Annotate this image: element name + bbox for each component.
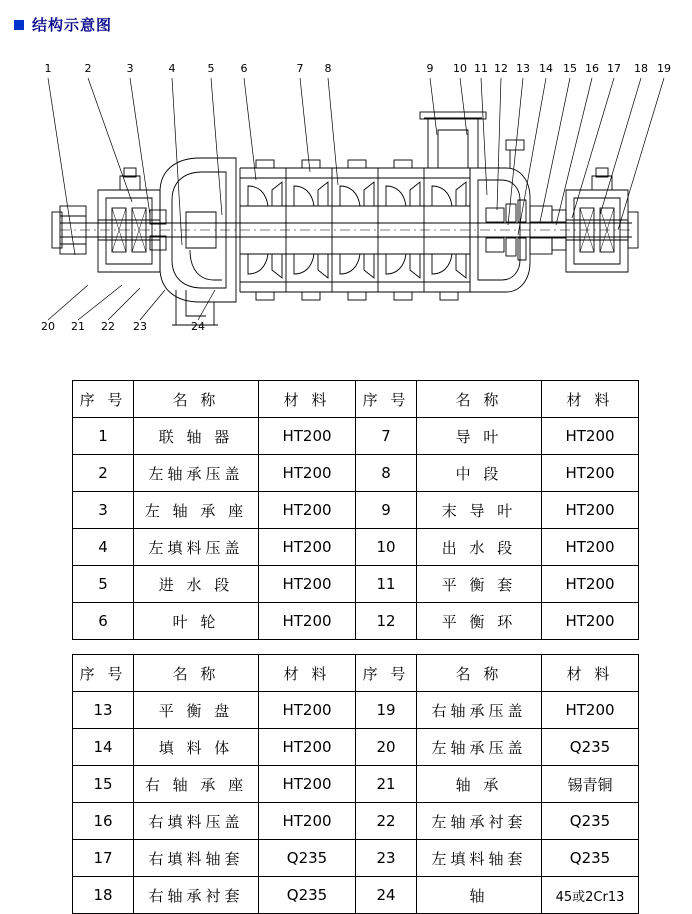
cell-seq: 15 [73, 766, 134, 803]
table-row [73, 766, 639, 803]
cell-seq: 23 [356, 840, 417, 877]
cell-seq: 1 [73, 418, 134, 455]
cell-name: 左轴承衬套 [417, 803, 542, 840]
cell-name: 右填料压盖 [134, 803, 259, 840]
cell-seq: 3 [73, 492, 134, 529]
cell-seq: 4 [73, 529, 134, 566]
cell-name: 叶 轮 [134, 603, 259, 640]
cell-seq: 2 [73, 455, 134, 492]
cell-seq: 6 [73, 603, 134, 640]
cell-mat: Q235 [542, 729, 639, 766]
table-spacer [72, 640, 620, 654]
callout-10: 10 [453, 62, 467, 75]
table-row [73, 603, 639, 640]
cell-name: 导 叶 [417, 418, 542, 455]
cell-seq: 24 [356, 877, 417, 914]
callout-4: 4 [168, 62, 176, 75]
callout-14: 14 [539, 62, 553, 75]
cell-mat: HT200 [542, 492, 639, 529]
header-name-2: 名 称 [417, 655, 542, 692]
cell-seq: 20 [356, 729, 417, 766]
cell-mat: HT200 [259, 603, 356, 640]
table-row [73, 492, 639, 529]
header-name-1: 名 称 [134, 655, 259, 692]
cell-seq: 8 [356, 455, 417, 492]
cell-name: 进 水 段 [134, 566, 259, 603]
header-name-1: 名 称 [134, 381, 259, 418]
table-header-row [73, 381, 639, 418]
cell-mat: HT200 [542, 566, 639, 603]
cell-mat: HT200 [259, 692, 356, 729]
table-row [73, 529, 639, 566]
cell-seq: 10 [356, 529, 417, 566]
callout-5: 5 [207, 62, 215, 75]
callout-21: 21 [71, 320, 85, 333]
page-title: 结构示意图 [32, 16, 113, 34]
cell-name: 左填料压盖 [134, 529, 259, 566]
callout-24: 24 [191, 320, 205, 333]
table-row [73, 877, 639, 914]
cell-name: 联 轴 器 [134, 418, 259, 455]
table-row [73, 692, 639, 729]
callout-22: 22 [101, 320, 115, 333]
cell-name: 右轴承压盖 [417, 692, 542, 729]
cell-mat: HT200 [542, 529, 639, 566]
table-row [73, 455, 639, 492]
cell-mat: HT200 [542, 692, 639, 729]
cell-name: 左 轴 承 座 [134, 492, 259, 529]
header-mat-2: 材 料 [542, 655, 639, 692]
callout-8: 8 [324, 62, 332, 75]
diagram-container [0, 40, 692, 360]
cell-mat: Q235 [542, 803, 639, 840]
cell-seq: 22 [356, 803, 417, 840]
cell-mat: HT200 [259, 455, 356, 492]
cell-seq: 7 [356, 418, 417, 455]
cell-name: 右轴承衬套 [134, 877, 259, 914]
bullet-icon [14, 20, 24, 30]
header-mat-1: 材 料 [259, 381, 356, 418]
header-seq-2: 序 号 [356, 381, 417, 418]
callout-12: 12 [494, 62, 508, 75]
table-row [73, 840, 639, 877]
page-header [14, 14, 112, 35]
cell-name: 出 水 段 [417, 529, 542, 566]
callout-9: 9 [426, 62, 434, 75]
cell-seq: 18 [73, 877, 134, 914]
table-row [73, 566, 639, 603]
cell-mat: 锡青铜 [542, 766, 639, 803]
cell-seq: 17 [73, 840, 134, 877]
cell-name: 左填料轴套 [417, 840, 542, 877]
callout-2: 2 [84, 62, 92, 75]
cell-name: 轴 承 [417, 766, 542, 803]
cell-name: 末 导 叶 [417, 492, 542, 529]
table-row [73, 729, 639, 766]
cell-seq: 11 [356, 566, 417, 603]
callout-13: 13 [516, 62, 530, 75]
callout-16: 16 [585, 62, 599, 75]
header-seq-2: 序 号 [356, 655, 417, 692]
cell-name: 填 料 体 [134, 729, 259, 766]
cell-seq: 13 [73, 692, 134, 729]
cell-name: 左轴承压盖 [417, 729, 542, 766]
cell-mat: HT200 [259, 729, 356, 766]
cell-seq: 12 [356, 603, 417, 640]
callout-11: 11 [474, 62, 488, 75]
cell-mat: HT200 [259, 566, 356, 603]
callout-15: 15 [563, 62, 577, 75]
header-name-2: 名 称 [417, 381, 542, 418]
callout-3: 3 [126, 62, 134, 75]
cell-seq: 14 [73, 729, 134, 766]
cell-mat: HT200 [259, 766, 356, 803]
cell-name: 中 段 [417, 455, 542, 492]
cell-seq: 21 [356, 766, 417, 803]
callout-23: 23 [133, 320, 147, 333]
cell-mat: HT200 [542, 603, 639, 640]
cell-mat: HT200 [259, 418, 356, 455]
parts-tables [72, 380, 625, 914]
cell-mat: HT200 [542, 418, 639, 455]
cell-name: 右 轴 承 座 [134, 766, 259, 803]
header-seq-1: 序 号 [73, 381, 134, 418]
callout-6: 6 [240, 62, 248, 75]
cell-name: 平 衡 环 [417, 603, 542, 640]
cell-mat: HT200 [259, 492, 356, 529]
cell-seq: 5 [73, 566, 134, 603]
cell-name: 左轴承压盖 [134, 455, 259, 492]
callout-20: 20 [41, 320, 55, 333]
header-mat-1: 材 料 [259, 655, 356, 692]
callout-19: 19 [657, 62, 671, 75]
cell-name: 平 衡 盘 [134, 692, 259, 729]
cell-seq: 16 [73, 803, 134, 840]
cell-seq: 9 [356, 492, 417, 529]
parts-table-lower [72, 654, 639, 914]
callout-1: 1 [44, 62, 52, 75]
header-mat-2: 材 料 [542, 381, 639, 418]
cell-name: 轴 [417, 877, 542, 914]
table-header-row [73, 655, 639, 692]
pump-cross-section-svg [0, 40, 692, 360]
cell-mat: Q235 [542, 840, 639, 877]
cell-name: 平 衡 套 [417, 566, 542, 603]
header-seq-1: 序 号 [73, 655, 134, 692]
callout-18: 18 [634, 62, 648, 75]
cell-seq: 19 [356, 692, 417, 729]
table-row [73, 418, 639, 455]
table-row [73, 803, 639, 840]
cell-mat: Q235 [259, 840, 356, 877]
cell-name: 右填料轴套 [134, 840, 259, 877]
parts-table-upper [72, 380, 639, 640]
cell-mat: HT200 [542, 455, 639, 492]
callout-7: 7 [296, 62, 304, 75]
cell-mat: HT200 [259, 529, 356, 566]
cell-mat: HT200 [259, 803, 356, 840]
cell-mat: Q235 [259, 877, 356, 914]
cell-mat: 45或2Cr13 [542, 877, 639, 914]
callout-17: 17 [607, 62, 621, 75]
